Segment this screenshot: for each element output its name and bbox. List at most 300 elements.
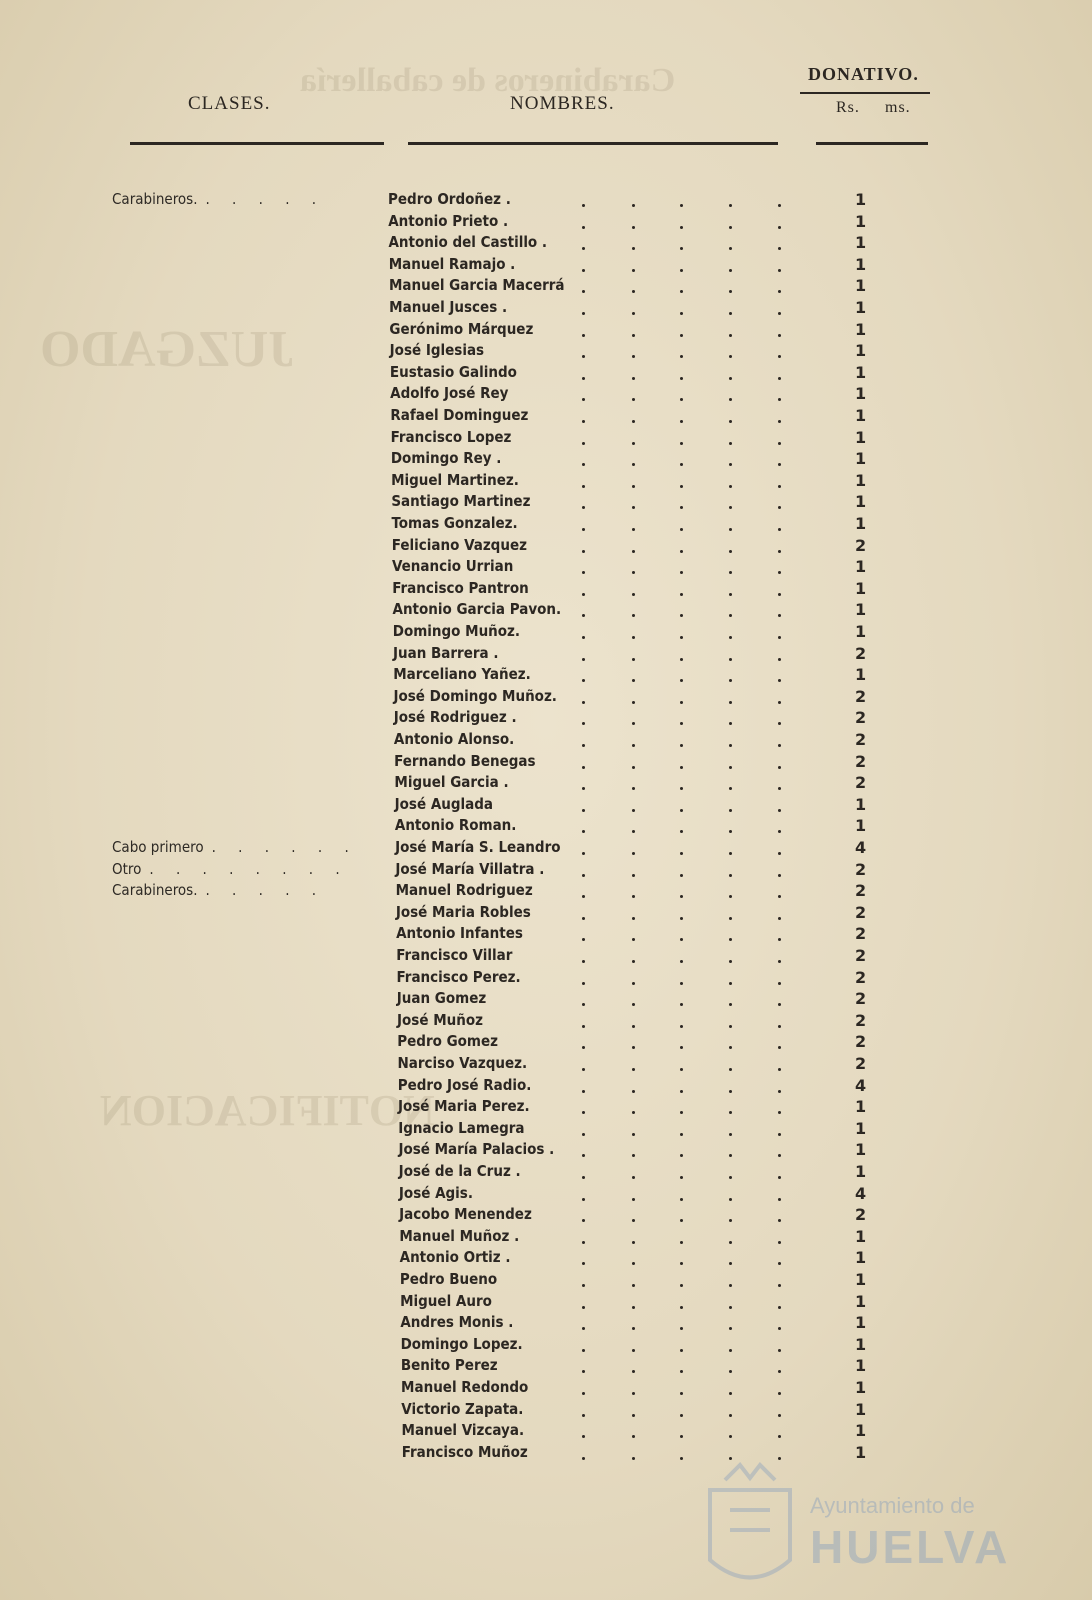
leader-dot — [778, 1284, 781, 1287]
leader-dot — [582, 1262, 585, 1265]
donativo-rs-value: 1 — [855, 1270, 867, 1289]
leader-dot — [778, 787, 781, 790]
leader-dot — [680, 398, 683, 401]
nombre-text: Manuel Rodriguez — [395, 881, 533, 900]
leader-dots — [582, 946, 798, 967]
leader-dot — [582, 226, 585, 229]
nombre-text: Marceliano Yañez. — [393, 665, 531, 684]
nombre-text: Antonio Garcia Pavon. — [392, 600, 562, 619]
leader-dot — [582, 722, 585, 725]
nombre-text: Eustasio Galindo — [389, 362, 517, 381]
leader-dot — [632, 398, 635, 401]
leader-dot — [778, 1327, 781, 1330]
donativo-rs-value: 1 — [855, 1313, 867, 1333]
donativo-rs-value: 2 — [855, 1205, 867, 1225]
leader-dot — [582, 982, 585, 985]
leader-dot — [729, 1284, 732, 1287]
leader-dot — [582, 1003, 585, 1006]
leader-dot — [729, 658, 732, 661]
leader-dot — [778, 766, 781, 769]
leader-dot — [778, 1392, 781, 1395]
leader-dot — [680, 506, 683, 509]
list-item — [0, 536, 1092, 557]
leader-dot — [778, 1435, 781, 1438]
donativo-rs-value: 1 — [855, 557, 867, 577]
leader-dot — [680, 550, 683, 553]
leader-dots — [582, 1292, 798, 1313]
donativo-rs-value: 1 — [855, 362, 867, 382]
bleed-through-text: NOTIFICACION — [100, 1086, 435, 1135]
leader-dot — [680, 787, 683, 790]
list-item — [0, 514, 1092, 535]
donativo-rs-value: 4 — [855, 1075, 867, 1095]
leader-dots — [582, 1032, 798, 1053]
leader-dot — [778, 550, 781, 553]
leader-dot — [632, 1457, 635, 1460]
donativo-rs-value: 1 — [855, 190, 867, 209]
leader-dot — [729, 312, 732, 315]
leader-dot — [582, 744, 585, 747]
leader-dot — [582, 269, 585, 272]
leader-dot — [632, 1025, 635, 1028]
leader-dot — [729, 1414, 732, 1417]
leader-dot — [729, 398, 732, 401]
donativo-rs-value: 2 — [855, 708, 867, 728]
leader-dot — [582, 355, 585, 358]
leader-dot — [778, 312, 781, 315]
leader-dots — [582, 276, 798, 297]
list-item — [0, 989, 1092, 1010]
nombre-text: José Agis. — [398, 1183, 473, 1202]
donativo-rs-value: 2 — [855, 1032, 867, 1052]
list-item — [0, 816, 1092, 837]
list-item — [0, 557, 1092, 578]
leader-dot — [729, 744, 732, 747]
leader-dots — [582, 1313, 798, 1334]
nombre-text: Pedro José Radio. — [397, 1075, 532, 1094]
leader-dot — [632, 226, 635, 229]
leader-dot — [582, 1435, 585, 1438]
leader-dot — [729, 1392, 732, 1395]
leader-dot — [632, 204, 635, 207]
leader-dot — [632, 593, 635, 596]
leader-dots — [582, 406, 798, 427]
list-item — [0, 1054, 1092, 1075]
nombre-text: Jacobo Menendez — [399, 1205, 532, 1224]
leader-dot — [632, 355, 635, 358]
leader-dot — [778, 1025, 781, 1028]
leader-dot — [729, 355, 732, 358]
bleed-through-text: Carabineros de caballería — [300, 62, 676, 99]
clase-label: Carabineros. . . . . . — [112, 881, 326, 900]
leader-dot — [729, 1176, 732, 1179]
nombre-text: Miguel Martinez. — [391, 470, 519, 489]
donativo-rs-value: 1 — [855, 427, 867, 447]
donativo-rs-value: 1 — [855, 1140, 867, 1160]
leader-dot — [582, 593, 585, 596]
leader-dot — [582, 528, 585, 531]
leader-dot — [680, 355, 683, 358]
leader-dot — [778, 1003, 781, 1006]
leader-dot — [680, 938, 683, 941]
leader-dot — [680, 744, 683, 747]
leader-dot — [729, 485, 732, 488]
nombre-text: Miguel Auro — [400, 1291, 492, 1310]
nombre-text: Andres Monis . — [400, 1313, 514, 1332]
nombre-text: Manuel Vizcaya. — [401, 1421, 525, 1440]
leader-dots — [582, 708, 798, 729]
list-item — [0, 579, 1092, 600]
list-item — [0, 1292, 1092, 1313]
leader-dot — [729, 917, 732, 920]
leader-dot — [632, 1349, 635, 1352]
leader-dot — [632, 1414, 635, 1417]
leader-dots — [582, 1097, 798, 1118]
leader-dot — [582, 658, 585, 661]
leader-dot — [582, 1046, 585, 1049]
donativo-rs-value: 1 — [855, 578, 867, 598]
donativo-rs-value: 1 — [855, 406, 867, 425]
list-item — [0, 924, 1092, 945]
donativo-rs-value: 1 — [855, 449, 867, 469]
leader-dots — [582, 557, 798, 578]
leader-dot — [778, 398, 781, 401]
leader-dot — [582, 1219, 585, 1222]
leader-dot — [582, 1306, 585, 1309]
leader-dot — [729, 550, 732, 553]
leader-dot — [582, 1176, 585, 1179]
list-item — [0, 449, 1092, 470]
leader-dot — [729, 442, 732, 445]
leader-dot — [729, 1262, 732, 1265]
leader-dot — [680, 982, 683, 985]
donativo-rs-value: 1 — [855, 665, 867, 685]
leader-dot — [632, 1306, 635, 1309]
leader-dot — [680, 247, 683, 250]
list-item — [0, 1270, 1092, 1291]
nombre-text: Ignacio Lamegra — [398, 1118, 525, 1137]
leader-dot — [632, 1003, 635, 1006]
leader-dot — [729, 204, 732, 207]
leader-dot — [632, 658, 635, 661]
leader-dot — [632, 463, 635, 466]
nombre-text: José de la Cruz . — [398, 1162, 521, 1180]
nombre-text: Feliciano Vazquez — [391, 535, 527, 554]
donativo-rs-value: 1 — [855, 233, 867, 253]
leader-dot — [680, 593, 683, 596]
leader-dot — [680, 1090, 683, 1093]
leader-dots — [582, 341, 798, 362]
leader-dot — [632, 550, 635, 553]
nombre-text: Manuel Ramajo . — [388, 254, 516, 273]
leader-dot — [582, 614, 585, 617]
leader-dot — [680, 1068, 683, 1071]
leader-dot — [582, 1392, 585, 1395]
donativo-rs-value: 1 — [855, 514, 867, 533]
leader-dots — [582, 233, 798, 254]
list-item — [0, 1227, 1092, 1248]
leader-dot — [778, 334, 781, 337]
leader-dot — [680, 1435, 683, 1438]
list-item — [0, 1400, 1092, 1421]
leader-dot — [680, 226, 683, 229]
leader-dot — [582, 1025, 585, 1028]
leader-dot — [778, 982, 781, 985]
leader-dot — [729, 506, 732, 509]
leader-dot — [582, 398, 585, 401]
leader-dot — [729, 1068, 732, 1071]
leader-dot — [680, 636, 683, 639]
leader-dot — [729, 1370, 732, 1373]
leader-dot — [582, 571, 585, 574]
list-item — [0, 1032, 1092, 1053]
leader-dot — [778, 1154, 781, 1157]
leader-dot — [582, 290, 585, 293]
leader-dot — [582, 506, 585, 509]
leader-dots — [582, 384, 798, 405]
nombre-text: Santiago Martinez — [391, 492, 531, 511]
leader-dot — [582, 1111, 585, 1114]
leader-dot — [582, 917, 585, 920]
leader-dot — [680, 874, 683, 877]
donativo-rs-value: 1 — [855, 276, 867, 296]
leader-dot — [632, 830, 635, 833]
leader-dots — [582, 665, 798, 686]
leader-dot — [632, 636, 635, 639]
leader-dot — [680, 1457, 683, 1460]
leader-dots — [582, 1054, 798, 1075]
leader-dot — [582, 938, 585, 941]
donativo-rs-value: 4 — [855, 838, 867, 857]
leader-dot — [729, 614, 732, 617]
leader-dot — [778, 377, 781, 380]
leader-dot — [582, 485, 585, 488]
leader-dots — [582, 536, 798, 557]
leader-dot — [729, 420, 732, 423]
leader-dot — [632, 485, 635, 488]
nombre-text: Juan Gomez — [396, 989, 487, 1008]
leader-dots — [582, 622, 798, 643]
leader-dot — [582, 809, 585, 812]
list-item — [0, 212, 1092, 233]
leader-dot — [582, 550, 585, 553]
leader-dot — [729, 982, 732, 985]
list-item — [0, 1162, 1092, 1183]
nombre-text: Francisco Lopez — [390, 427, 512, 446]
leader-dot — [680, 1111, 683, 1114]
list-item — [0, 428, 1092, 449]
leader-dot — [729, 787, 732, 790]
list-item — [0, 644, 1092, 665]
leader-dot — [632, 1392, 635, 1395]
list-item — [0, 1335, 1092, 1356]
watermark-line2: HUELVA — [810, 1521, 1011, 1573]
leader-dots — [582, 1076, 798, 1097]
leader-dot — [680, 895, 683, 898]
leader-dot — [729, 874, 732, 877]
leader-dot — [778, 938, 781, 941]
donativo-rs-value: 2 — [855, 730, 867, 749]
list-item — [0, 1011, 1092, 1032]
leader-dot — [729, 636, 732, 639]
leader-dot — [778, 204, 781, 207]
leader-dot — [680, 290, 683, 293]
leader-dot — [632, 420, 635, 423]
nombre-text: Antonio del Castillo . — [388, 233, 548, 252]
nombre-text: Francisco Muñoz — [401, 1442, 528, 1461]
leader-dot — [632, 1068, 635, 1071]
leader-dot — [582, 1241, 585, 1244]
donativo-rs-value: 2 — [855, 924, 867, 944]
list-item — [0, 233, 1092, 254]
leader-dot — [729, 1090, 732, 1093]
leader-dot — [778, 1241, 781, 1244]
leader-dot — [778, 355, 781, 358]
nombre-text: Juan Barrera . — [392, 643, 499, 662]
leader-dot — [582, 960, 585, 963]
donativo-rs-value: 1 — [855, 1334, 867, 1354]
nombre-text: José María Villatra . — [395, 859, 545, 878]
donativo-rs-value: 1 — [855, 1378, 867, 1397]
leader-dots — [582, 1119, 798, 1140]
leader-dot — [778, 528, 781, 531]
leader-dot — [582, 852, 585, 855]
leader-dot — [582, 1370, 585, 1373]
leader-dot — [632, 571, 635, 574]
list-item — [0, 1205, 1092, 1226]
nombre-text: José Muñoz — [397, 1010, 483, 1029]
leader-dot — [632, 1154, 635, 1157]
leader-dot — [632, 442, 635, 445]
leader-dot — [632, 895, 635, 898]
donativo-rs-value: 1 — [855, 1248, 867, 1268]
leader-dot — [729, 247, 732, 250]
leader-dot — [582, 420, 585, 423]
list-item — [0, 730, 1092, 751]
leader-dots — [582, 579, 798, 600]
leader-dot — [632, 917, 635, 920]
leader-dot — [632, 766, 635, 769]
leader-dot — [778, 917, 781, 920]
leader-dot — [680, 269, 683, 272]
list-item — [0, 363, 1092, 384]
leader-dot — [632, 1435, 635, 1438]
donativo-rs-value: 2 — [855, 535, 867, 555]
leader-dots — [582, 1248, 798, 1269]
leader-dot — [582, 874, 585, 877]
leader-dot — [729, 1306, 732, 1309]
donativo-rs-value: 2 — [855, 989, 867, 1009]
leader-dot — [680, 1392, 683, 1395]
nombre-text: Pedro Ordoñez . — [388, 190, 511, 208]
column-header-clases: CLASES. — [188, 93, 271, 114]
leader-dot — [729, 1219, 732, 1222]
leader-dots — [582, 514, 798, 535]
donativo-rs-value: 1 — [855, 1162, 867, 1181]
leader-dots — [582, 989, 798, 1010]
nombre-text: Antonio Infantes — [396, 924, 523, 943]
leader-dot — [632, 269, 635, 272]
leader-dot — [632, 1133, 635, 1136]
leader-dots — [582, 795, 798, 816]
donativo-rs-value: 1 — [855, 319, 867, 339]
leader-dots — [582, 752, 798, 773]
leader-dot — [582, 1198, 585, 1201]
leader-dot — [680, 1025, 683, 1028]
leader-dot — [680, 1133, 683, 1136]
list-item — [0, 384, 1092, 405]
leader-dot — [632, 290, 635, 293]
leader-dot — [778, 1262, 781, 1265]
list-item — [0, 838, 1092, 859]
donativo-rs-value: 1 — [855, 600, 867, 620]
list-item — [0, 492, 1092, 513]
leader-dot — [778, 506, 781, 509]
leader-dot — [680, 1046, 683, 1049]
nombre-text: Antonio Roman. — [394, 816, 517, 835]
donativo-rs-value: 2 — [855, 643, 867, 663]
leader-dot — [632, 1046, 635, 1049]
leader-dots — [582, 1421, 798, 1442]
leader-dot — [778, 1176, 781, 1179]
leader-dot — [582, 830, 585, 833]
donativo-rs-value: 1 — [855, 1442, 867, 1462]
leader-dots — [582, 730, 798, 751]
leader-dot — [680, 722, 683, 725]
list-item — [0, 1097, 1092, 1118]
clase-label: Otro . . . . . . . . — [112, 859, 349, 878]
leader-dot — [680, 204, 683, 207]
donativo-rs-value: 1 — [855, 816, 867, 836]
leader-dot — [680, 701, 683, 704]
list-item — [0, 968, 1092, 989]
nombre-text: Domingo Lopez. — [400, 1334, 523, 1353]
leader-dot — [582, 463, 585, 466]
leader-dots — [582, 449, 798, 470]
leader-dot — [632, 1219, 635, 1222]
donativo-rs-value: 1 — [855, 622, 867, 641]
donativo-rs-value: 1 — [855, 794, 867, 814]
leader-dot — [632, 1262, 635, 1265]
list-item — [0, 406, 1092, 427]
leader-dot — [582, 1414, 585, 1417]
list-item — [0, 1313, 1092, 1334]
list-item — [0, 752, 1092, 773]
list-item — [0, 881, 1092, 902]
leader-dot — [778, 1370, 781, 1373]
column-header-donativo: DONATIVO. — [808, 64, 919, 84]
leader-dot — [778, 614, 781, 617]
nombre-text: José Maria Robles — [395, 902, 531, 921]
leader-dot — [582, 442, 585, 445]
leader-dots — [582, 838, 798, 859]
leader-dot — [680, 960, 683, 963]
donativo-rs-value: 1 — [855, 298, 867, 317]
list-item — [0, 190, 1092, 211]
leader-dot — [778, 226, 781, 229]
leader-dot — [729, 960, 732, 963]
donativo-rs-value: 2 — [855, 686, 867, 706]
donativo-rs-value: 1 — [855, 211, 867, 231]
leader-dots — [582, 816, 798, 837]
leader-dot — [729, 528, 732, 531]
leader-dot — [680, 1349, 683, 1352]
leader-dot — [680, 766, 683, 769]
leader-dots — [582, 1184, 798, 1205]
leader-dots — [582, 492, 798, 513]
leader-dot — [729, 1327, 732, 1330]
leader-dot — [582, 636, 585, 639]
